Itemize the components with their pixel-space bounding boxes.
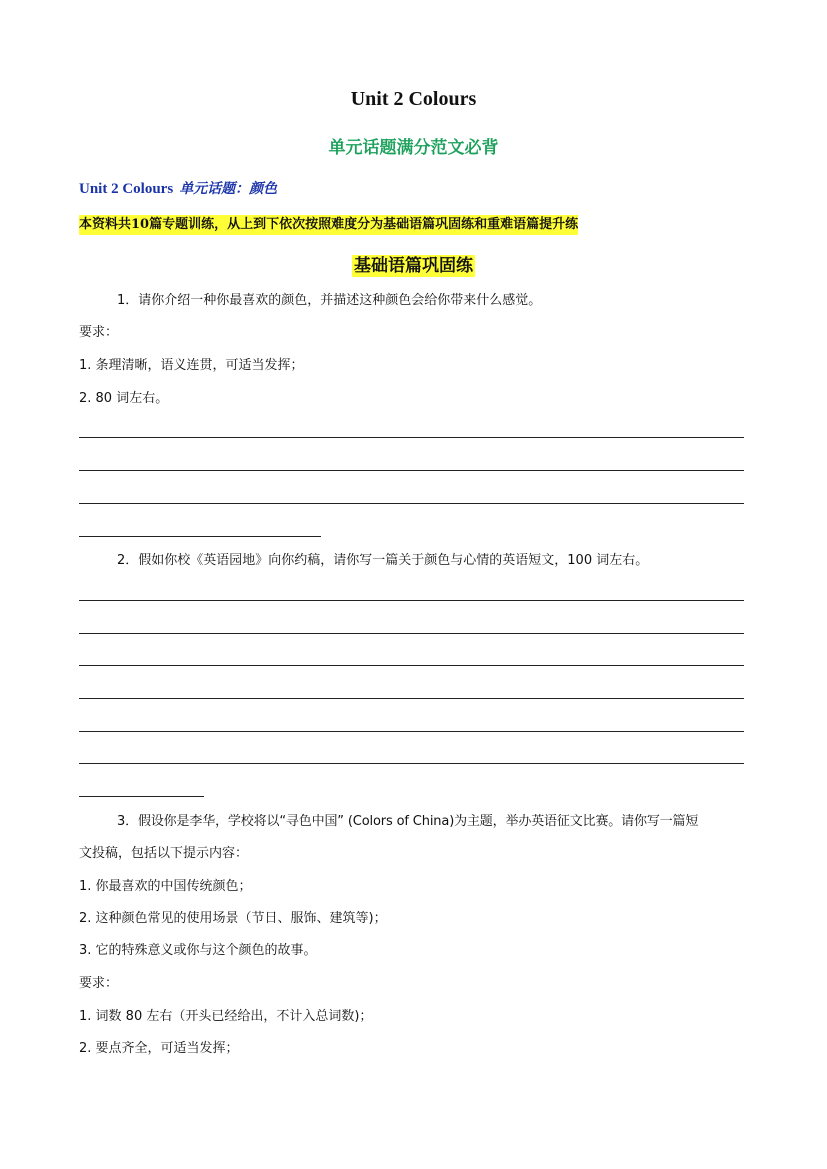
q3-requirement-1: 1. 词数 80 左右（开头已经给出，不计入总词数)； (79, 1009, 373, 1024)
q3-hint-1: 1. 你最喜欢的中国传统颜色； (79, 879, 252, 894)
q1-prompt: 1．请你介绍一种你最喜欢的颜色，并描述这种颜色会给你带来什么感觉。 (117, 293, 542, 308)
unit-topic (79, 178, 277, 198)
q1-answer-line (79, 470, 744, 471)
q1-requirement-2: 2. 80 词左右。 (79, 391, 169, 406)
q2-answer-line (79, 698, 744, 699)
section-heading (0, 251, 827, 276)
section-heading-text: 基础语篇巩固练 (354, 256, 473, 276)
q1-requirement-1: 1. 条理清晰，语义连贯，可适当发挥； (79, 358, 304, 373)
topic-name: 单元话题：颜色 (179, 181, 278, 197)
q1-answer-line (79, 437, 744, 438)
q2-answer-line (79, 633, 744, 634)
material-note: 本资料共10篇专题训练，从上到下依次按照难度分为基础语篇巩固练和重难语篇提升练 (79, 215, 578, 235)
q2-answer-line (79, 665, 744, 666)
q3-hint-3: 3. 它的特殊意义或你与这个颜色的故事。 (79, 943, 317, 958)
page-title: Unit 2 Colours (350, 88, 477, 110)
q3-requirements-label: 要求： (79, 976, 119, 991)
topic-unit: Unit 2 Colours (79, 181, 174, 197)
q3-prompt-line-2: 文投稿，包括以下提示内容： (79, 846, 249, 861)
page-subtitle: 单元话题满分范文必背 (328, 138, 499, 158)
q1-answer-line (79, 503, 744, 504)
q2-answer-line (79, 731, 744, 732)
q1-requirements-label: 要求： (79, 325, 119, 340)
q2-prompt: 2．假如你校《英语园地》向你约稿，请你写一篇关于颜色与心情的英语短文，100 词左右。 (117, 553, 649, 568)
q3-hint-2: 2. 这种颜色常见的使用场景（节日、服饰、建筑等)； (79, 911, 387, 926)
q2-answer-line (79, 600, 744, 601)
q2-answer-line (79, 763, 744, 764)
q3-prompt-line-1: 3．假设你是李华，学校将以“寻色中国” (Colors of China)为主题，举办英语征文比赛。请你写一篇短 (117, 814, 699, 829)
q2-answer-line (79, 796, 204, 797)
q3-requirement-2: 2. 要点齐全，可适当发挥； (79, 1041, 239, 1056)
q1-answer-line (79, 536, 321, 537)
